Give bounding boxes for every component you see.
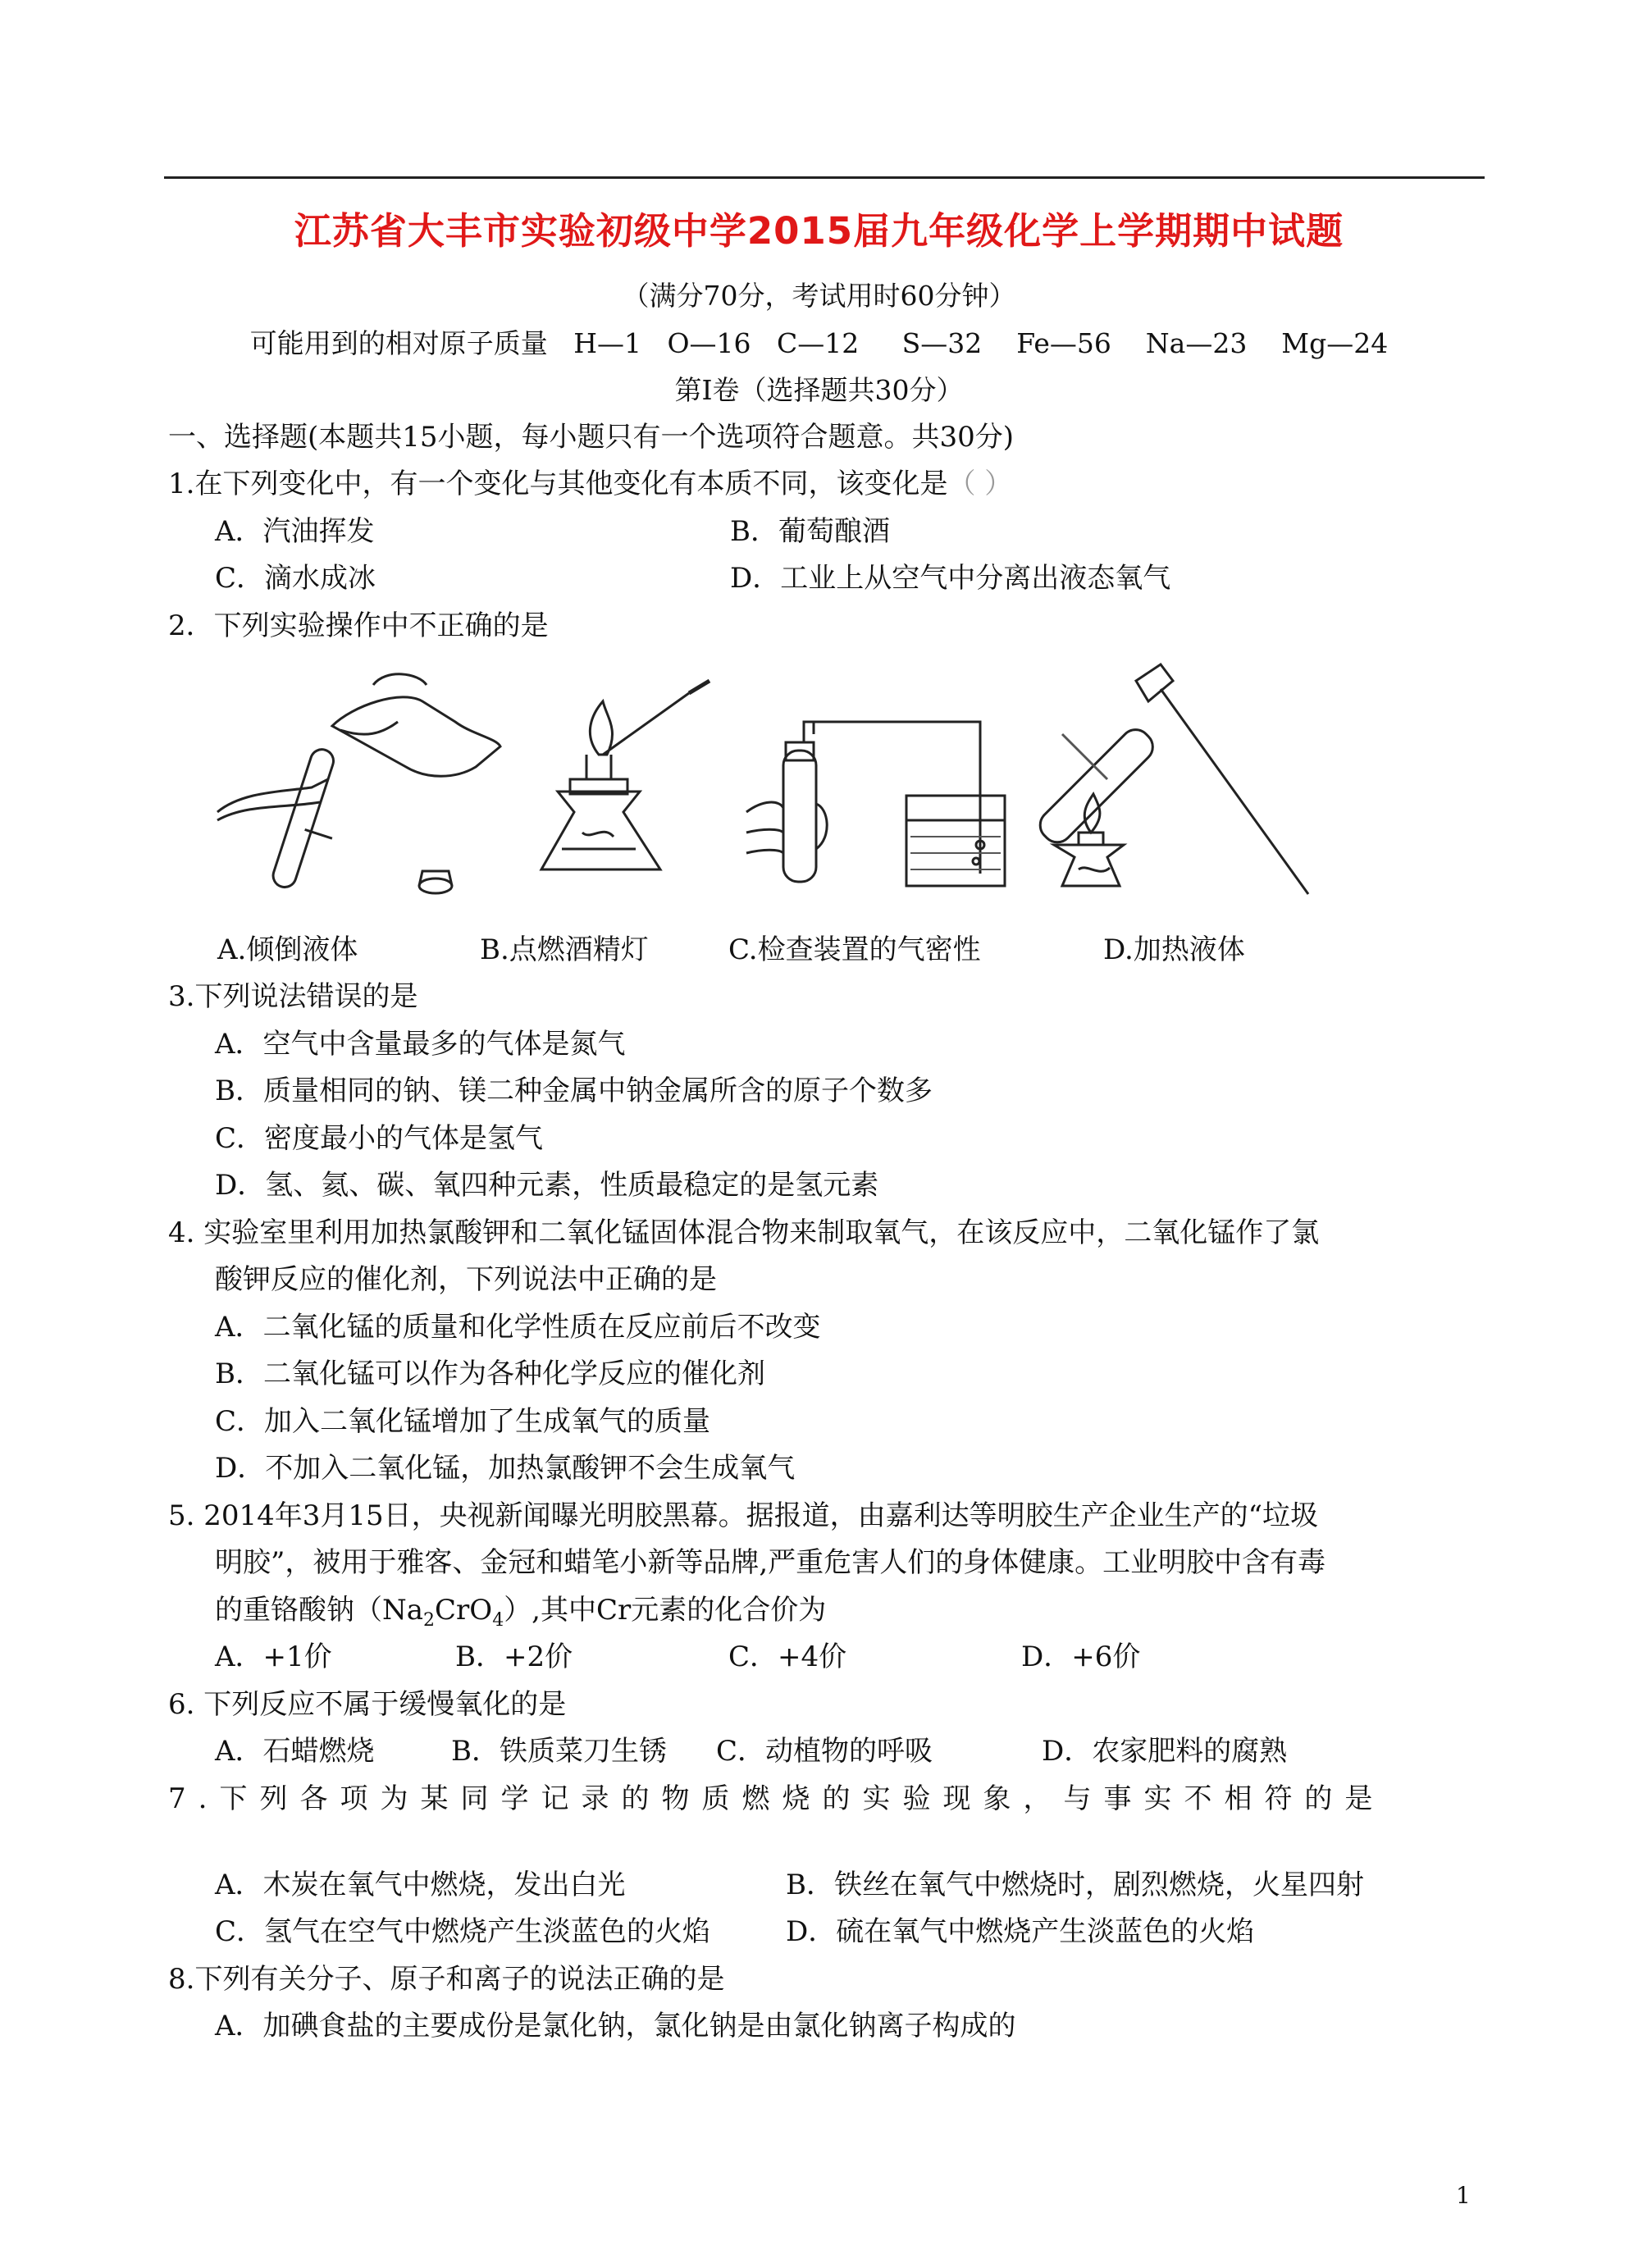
q5-stem3-post: ）,其中Cr元素的化合价为 xyxy=(504,1594,827,1627)
q7-stem: 7.下列各项为某同学记录的物质燃烧的实验现象，与事实不相符的是 xyxy=(168,1782,1385,1815)
q4-stem-line1: 4. 实验室里利用加热氯酸钾和二氧化锰固体混合物来制取氧气，在该反应中，二氧化锰作了氯 xyxy=(168,1216,1320,1249)
q1-option-b: B．葡萄酿酒 xyxy=(730,515,890,548)
q6-stem: 6. 下列反应不属于缓慢氧化的是 xyxy=(168,1688,567,1721)
q1-stem-text: 1.在下列变化中，有一个变化与其他变化有本质不同，该变化是 xyxy=(168,468,948,500)
q4-option-d: D．不加入二氧化锰，加热氯酸钾不会生成氧气 xyxy=(215,1452,796,1485)
alcohol-lamp-drawing xyxy=(541,681,709,869)
q5-option-b: B．+2价 xyxy=(455,1641,573,1673)
q6-option-d: D．农家肥料的腐熟 xyxy=(1042,1735,1288,1768)
q5-option-c: C．+4价 xyxy=(728,1641,847,1673)
q7-option-b: B．铁丝在氧气中燃烧时，剧烈燃烧，火星四射 xyxy=(786,1869,1364,1901)
q7-option-c: C．氢气在空气中燃烧产生淡蓝色的火焰 xyxy=(215,1915,711,1948)
q5-stem3-mid: CrO xyxy=(435,1594,493,1627)
q2-option-b: B.点燃酒精灯 xyxy=(480,933,649,966)
atomic-masses: 可能用到的相对原子质量 H—1 O—16 C—12 S—32 Fe—56 Na—23 Mg—24 xyxy=(249,327,1389,359)
q3-option-d: D．氢、氦、碳、氧四种元素，性质最稳定的是氢元素 xyxy=(215,1169,879,1202)
q4-option-a: A．二氧化锰的质量和化学性质在反应前后不改变 xyxy=(215,1311,821,1344)
q1-option-a: A．汽油挥发 xyxy=(215,515,375,548)
q6-option-c: C．动植物的呼吸 xyxy=(716,1735,933,1768)
q5-stem-line3 xyxy=(215,1587,826,1631)
q7-option-a: A．木炭在氧气中燃烧，发出白光 xyxy=(215,1869,626,1901)
section-heading: 一、选择题(本题共15小题，每小题只有一个选项符合题意。共30分) xyxy=(168,421,1015,454)
q2-option-a: A.倾倒液体 xyxy=(217,933,358,966)
lab-operations-figure xyxy=(209,656,1329,902)
q5-stem3-sub2: 4 xyxy=(492,1609,504,1631)
q3-option-a: A．空气中含量最多的气体是氮气 xyxy=(215,1028,626,1061)
q3-option-b: B．质量相同的钠、镁二种金属中钠金属所含的原子个数多 xyxy=(215,1075,933,1107)
q1-stem xyxy=(168,461,1012,501)
q3-option-c: C．密度最小的气体是氢气 xyxy=(215,1122,544,1155)
q6-option-b: B．铁质菜刀生锈 xyxy=(451,1735,667,1768)
page-number: 1 xyxy=(1456,2182,1471,2209)
q4-option-b: B．二氧化锰可以作为各种化学反应的催化剂 xyxy=(215,1358,765,1390)
q5-stem-line1: 5. 2014年3月15日，央视新闻曝光明胶黑幕。据报道，由嘉利达等明胶生产企业生产的“垃圾 xyxy=(168,1499,1319,1532)
q1-option-c: C．滴水成冰 xyxy=(215,562,376,595)
pouring-liquid-drawing xyxy=(217,674,500,893)
q6-option-a: A．石蜡燃烧 xyxy=(215,1735,375,1768)
q7-option-d: D．硫在氧气中燃烧产生淡蓝色的火焰 xyxy=(786,1915,1255,1948)
q5-option-d: D．+6价 xyxy=(1021,1641,1141,1673)
q5-option-a: A．+1价 xyxy=(215,1641,332,1673)
heating-liquid-drawing xyxy=(1034,664,1308,894)
airtightness-drawing xyxy=(746,722,1005,886)
q5-stem3-pre: 的重铬酸钠（Na xyxy=(215,1594,424,1627)
q1-option-d: D．工业上从空气中分离出液态氧气 xyxy=(730,562,1171,595)
volume-heading: 第Ⅰ卷（选择题共30分） xyxy=(674,374,964,406)
q4-option-c: C．加入二氧化锰增加了生成氧气的质量 xyxy=(215,1405,711,1438)
exam-subtitle: （满分70分，考试用时60分钟） xyxy=(622,280,1016,312)
q8-stem: 8.下列有关分子、原子和离子的说法正确的是 xyxy=(168,1963,725,1996)
q5-stem-line2: 明胶”，被用于雅客、金冠和蜡笔小新等品牌,严重危害人们的身体健康。工业明胶中含有毒 xyxy=(215,1546,1326,1579)
q4-stem-line2: 酸钾反应的催化剂，下列说法中正确的是 xyxy=(215,1263,717,1296)
q1-blank: （ ） xyxy=(947,468,1013,500)
q5-stem3-sub1: 2 xyxy=(423,1609,436,1631)
q3-stem: 3.下列说法错误的是 xyxy=(168,980,418,1013)
q8-option-a: A．加碘食盐的主要成份是氯化钠，氯化钠是由氯化钠离子构成的 xyxy=(215,2010,1016,2042)
exam-title: 江苏省大丰市实验初级中学2015届九年级化学上学期期中试题 xyxy=(294,209,1344,253)
q2-option-d: D.加热液体 xyxy=(1103,933,1245,966)
q2-option-c: C.检查装置的气密性 xyxy=(728,933,981,966)
top-rule xyxy=(164,176,1485,179)
q2-stem: 2．下列实验操作中不正确的是 xyxy=(168,609,549,642)
